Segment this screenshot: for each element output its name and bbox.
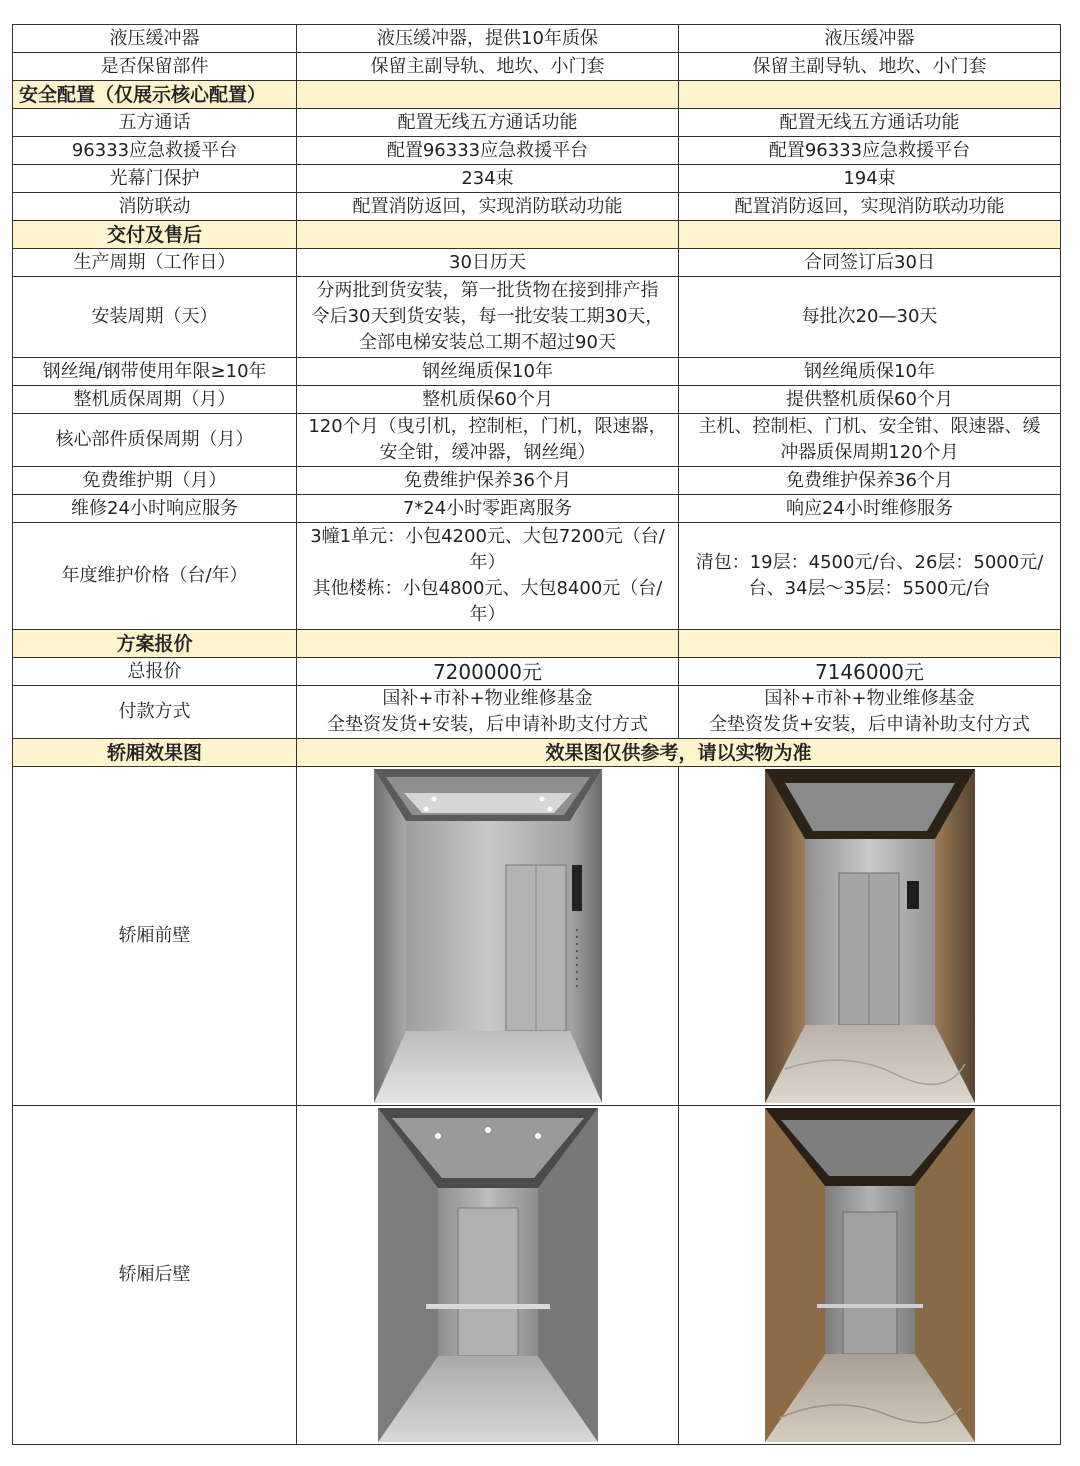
rear-wall-image-b: [679, 1106, 1061, 1445]
row-label: 96333应急救援平台: [13, 137, 297, 165]
cell-option-a: [297, 686, 679, 739]
section-delivery: [13, 221, 1061, 249]
section-title: 安全配置（仅展示核心配置）: [13, 81, 297, 109]
row-warranty: [13, 386, 1061, 414]
row-install: [13, 277, 1061, 358]
row-curtain: [13, 165, 1061, 193]
cell-line: 分两批到货安装，第一批货物在接到排产指: [316, 280, 659, 301]
cell-option-b: 7146000元: [679, 658, 1061, 686]
row-total: [13, 658, 1061, 686]
row-label: 消防联动: [13, 193, 297, 221]
row-label: 生产周期（工作日）: [13, 249, 297, 277]
cell-option-a: 整机质保60个月: [297, 386, 679, 414]
section-safety: [13, 81, 1061, 109]
cell-option-b: 194束: [679, 165, 1061, 193]
comparison-table: [12, 24, 1061, 1445]
row-rope: [13, 358, 1061, 386]
row-intercom: [13, 109, 1061, 137]
row-rear-wall: [13, 1106, 1061, 1445]
row-label: 五方通话: [13, 109, 297, 137]
cell-option-a: [297, 414, 679, 467]
row-annual-price: [13, 523, 1061, 630]
cell-line: 国补+市补+物业维修基金: [382, 688, 593, 709]
cell-option-a: 钢丝绳质保10年: [297, 358, 679, 386]
cell-line: 主机、控制柜、门机、安全钳、限速器、缓: [698, 416, 1041, 437]
section-empty: [679, 630, 1061, 658]
row-front-wall: [13, 767, 1061, 1106]
cell-option-a: [297, 523, 679, 630]
cell-option-b: 响应24小时维修服务: [679, 495, 1061, 523]
cell-option-a: 30日历天: [297, 249, 679, 277]
row-label: 付款方式: [13, 686, 297, 739]
elevator-car-front-silver-image: [374, 769, 602, 1103]
section-title: 轿厢效果图: [13, 739, 297, 767]
row-label: 光幕门保护: [13, 165, 297, 193]
cell-option-a: 免费维护保养36个月: [297, 467, 679, 495]
cell-line: 全垫资发货+安装，后申请补助支付方式: [326, 714, 649, 735]
cell-option-b: 提供整机质保60个月: [679, 386, 1061, 414]
cell-option-b: 每批次20—30天: [679, 277, 1061, 358]
cell-option-b: 配置无线五方通话功能: [679, 109, 1061, 137]
row-payment: [13, 686, 1061, 739]
section-empty: [297, 81, 679, 109]
cell-option-b: 液压缓冲器: [679, 25, 1061, 53]
cell-line: 其他楼栋：小包4800元、大包8400元（台/: [312, 578, 663, 599]
row-label: 总报价: [13, 658, 297, 686]
row-label: 轿厢前壁: [13, 767, 297, 1106]
front-wall-image-b: [679, 767, 1061, 1106]
cell-line: 冲器质保周期120个月: [780, 442, 959, 463]
elevator-car-front-gold-image: [765, 769, 975, 1103]
row-repair: [13, 495, 1061, 523]
section-title: 方案报价: [13, 630, 297, 658]
cell-option-a: 保留主副导轨、地坎、小门套: [297, 53, 679, 81]
cell-option-b: [679, 686, 1061, 739]
elevator-car-rear-silver-image: [378, 1108, 598, 1442]
section-empty: [297, 630, 679, 658]
cell-line: 年）: [469, 552, 506, 573]
section-empty: [297, 221, 679, 249]
row-retain: [13, 53, 1061, 81]
cell-line: 年）: [469, 604, 506, 625]
row-label: 安装周期（天）: [13, 277, 297, 358]
render-note: 效果图仅供参考，请以实物为准: [297, 739, 1061, 767]
row-label: 是否保留部件: [13, 53, 297, 81]
cell-line: 令后30天到货安装，每一批安装工期30天，: [311, 306, 664, 327]
row-buffer: [13, 25, 1061, 53]
row-fire: [13, 193, 1061, 221]
cell-option-a: [297, 277, 679, 358]
row-production: [13, 249, 1061, 277]
section-quote: [13, 630, 1061, 658]
cell-option-b: 配置96333应急救援平台: [679, 137, 1061, 165]
cell-option-b: 保留主副导轨、地坎、小门套: [679, 53, 1061, 81]
cell-option-b: [679, 523, 1061, 630]
section-title: 交付及售后: [13, 221, 297, 249]
cell-option-a: 液压缓冲器，提供10年质保: [297, 25, 679, 53]
row-label: 液压缓冲器: [13, 25, 297, 53]
row-label: 整机质保周期（月）: [13, 386, 297, 414]
cell-option-a: 7*24小时零距离服务: [297, 495, 679, 523]
cell-line: 全部电梯安装总工期不超过90天: [359, 332, 616, 353]
cell-option-b: 配置消防返回，实现消防联动功能: [679, 193, 1061, 221]
cell-line: 国补+市补+物业维修基金: [764, 688, 975, 709]
cell-option-a: 配置消防返回，实现消防联动功能: [297, 193, 679, 221]
cell-option-a: 配置无线五方通话功能: [297, 109, 679, 137]
cell-line: 清包：19层：4500元/台、26层：5000元/: [695, 552, 1044, 573]
cell-line: 3幢1单元：小包4200元、大包7200元（台/: [310, 526, 665, 547]
cell-option-a: 配置96333应急救援平台: [297, 137, 679, 165]
row-label: 核心部件质保周期（月）: [13, 414, 297, 467]
row-free-maintenance: [13, 467, 1061, 495]
elevator-car-rear-gold-image: [765, 1108, 975, 1442]
cell-option-a: 7200000元: [297, 658, 679, 686]
cell-option-b: 合同签订后30日: [679, 249, 1061, 277]
row-label: 维修24小时响应服务: [13, 495, 297, 523]
cell-option-b: 免费维护保养36个月: [679, 467, 1061, 495]
rear-wall-image-a: [297, 1106, 679, 1445]
row-core-warranty: [13, 414, 1061, 467]
row-label: 轿厢后壁: [13, 1106, 297, 1445]
cell-line: 全垫资发货+安装，后申请补助支付方式: [708, 714, 1031, 735]
row-rescue: [13, 137, 1061, 165]
section-render: [13, 739, 1061, 767]
section-empty: [679, 221, 1061, 249]
row-label: 免费维护期（月）: [13, 467, 297, 495]
section-empty: [679, 81, 1061, 109]
cell-option-b: [679, 414, 1061, 467]
row-label: 钢丝绳/钢带使用年限≥10年: [13, 358, 297, 386]
cell-line: 台、34层～35层：5500元/台: [748, 578, 991, 599]
cell-line: 120个月（曳引机，控制柜，门机，限速器，: [308, 416, 667, 437]
cell-option-b: 钢丝绳质保10年: [679, 358, 1061, 386]
cell-line: 安全钳，缓冲器，钢丝绳）: [379, 442, 596, 463]
front-wall-image-a: [297, 767, 679, 1106]
cell-option-a: 234束: [297, 165, 679, 193]
row-label: 年度维护价格（台/年）: [13, 523, 297, 630]
